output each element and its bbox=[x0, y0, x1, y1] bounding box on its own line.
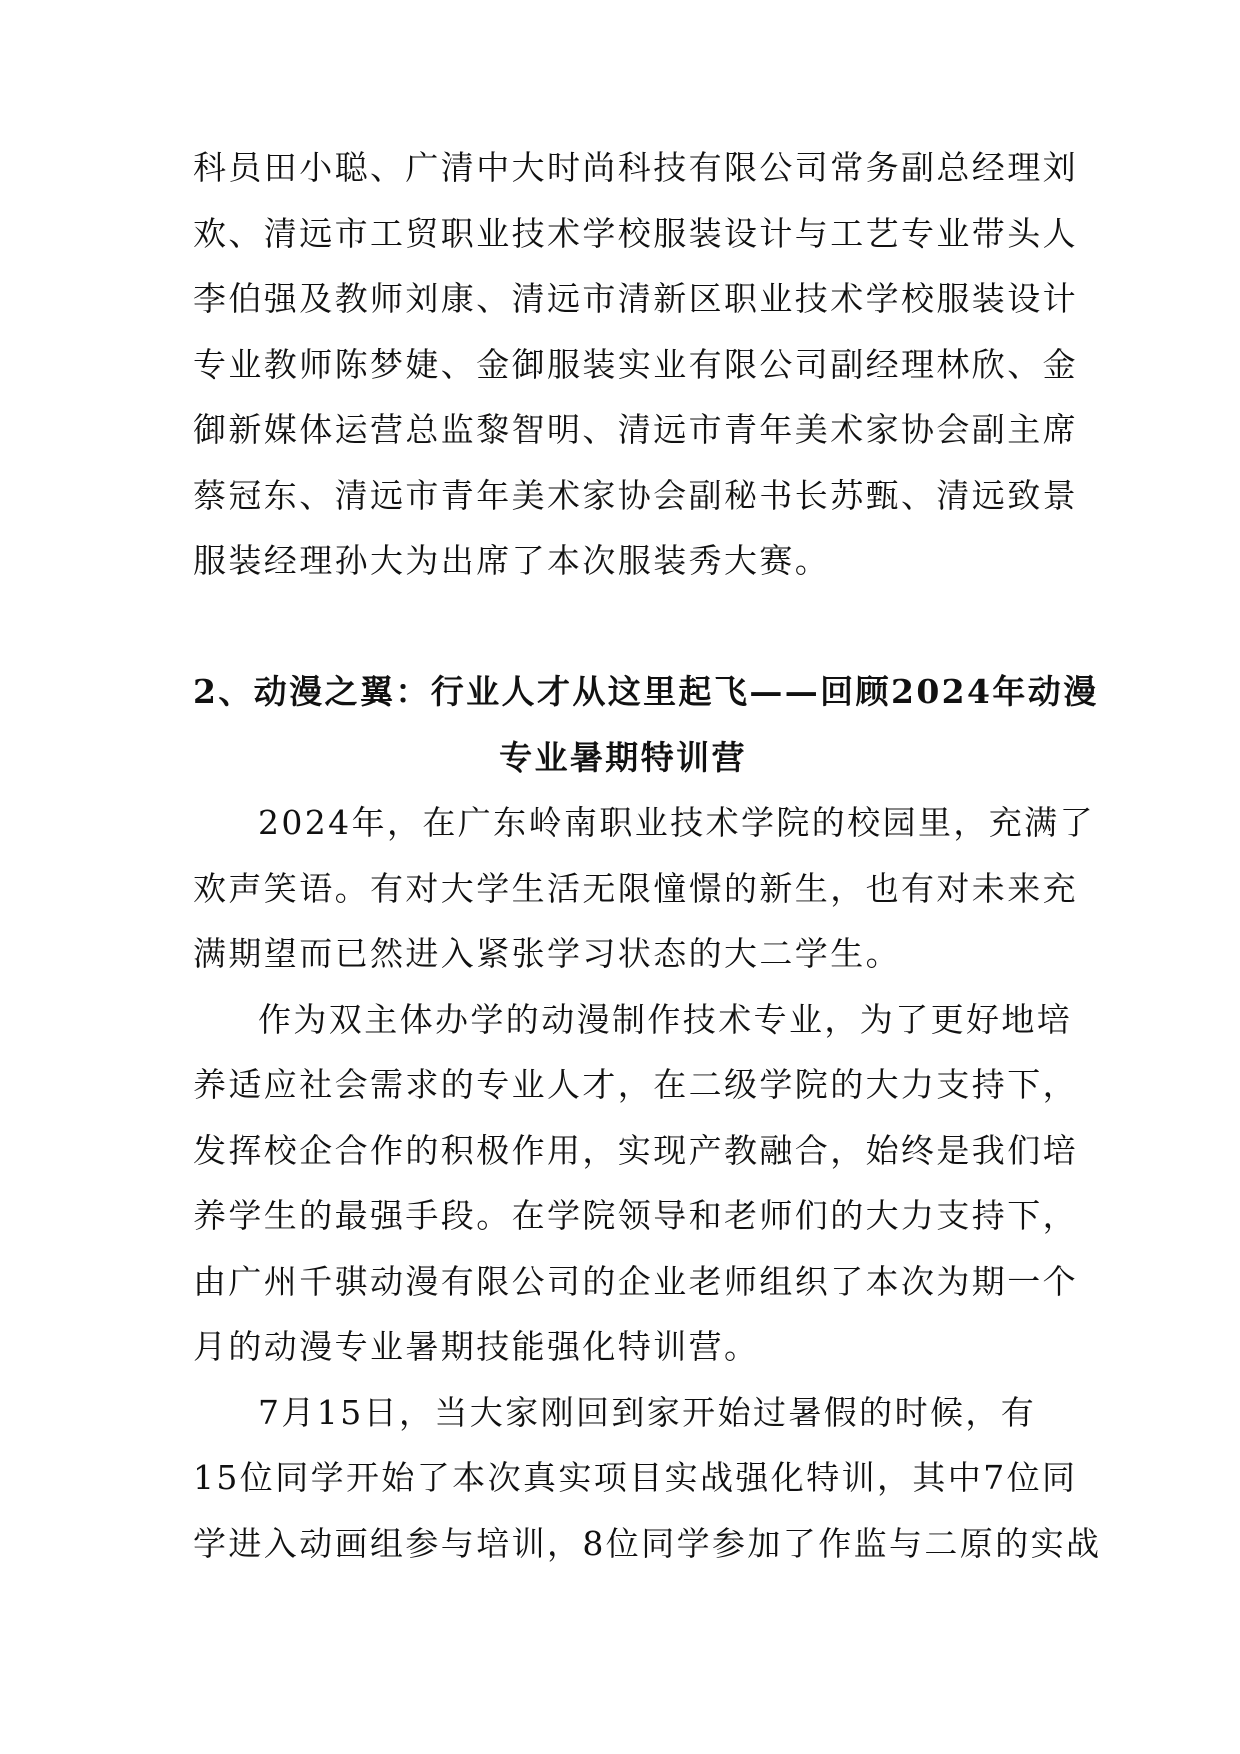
paragraph-line: 养适应社会需求的专业人才，在二级学院的大力支持下， bbox=[193, 1065, 1078, 1104]
paragraph-line: 满期望而已然进入紧张学习状态的大二学生。 bbox=[193, 934, 901, 973]
paragraph-line: 欢、清远市工贸职业技术学校服装设计与工艺专业带头人 bbox=[193, 214, 1078, 253]
paragraph-line: 由广州千骐动漫有限公司的企业老师组织了本次为期一个 bbox=[193, 1262, 1078, 1301]
paragraph-line: 15位同学开始了本次真实项目实战强化特训，其中7位同 bbox=[193, 1458, 1078, 1497]
section-heading-continued: 专业暑期特训营 bbox=[499, 738, 747, 777]
paragraph-line: 作为双主体办学的动漫制作技术专业，为了更好地培 bbox=[258, 1000, 1073, 1039]
paragraph-line: 服装经理孙大为出席了本次服装秀大赛。 bbox=[193, 541, 831, 580]
paragraph-line: 7月15日，当大家刚回到家开始过暑假的时候，有 bbox=[258, 1393, 1037, 1432]
paragraph-line: 御新媒体运营总监黎智明、清远市青年美术家协会副主席 bbox=[193, 410, 1078, 449]
paragraph-line: 欢声笑语。有对大学生活无限憧憬的新生，也有对未来充 bbox=[193, 869, 1078, 908]
paragraph-line: 蔡冠东、清远市青年美术家协会副秘书长苏甄、清远致景 bbox=[193, 476, 1078, 515]
paragraph-line: 李伯强及教师刘康、清远市清新区职业技术学校服装设计 bbox=[193, 279, 1078, 318]
paragraph-line: 发挥校企合作的积极作用，实现产教融合，始终是我们培 bbox=[193, 1131, 1078, 1170]
paragraph-line: 2024年，在广东岭南职业技术学院的校园里，充满了 bbox=[258, 803, 1095, 842]
section-heading: 2、动漫之翼：行业人才从这里起飞——回顾2024年动漫 bbox=[193, 672, 1099, 711]
paragraph-line: 科员田小聪、广清中大时尚科技有限公司常务副总经理刘 bbox=[193, 148, 1078, 187]
paragraph-line: 专业教师陈梦婕、金御服装实业有限公司副经理林欣、金 bbox=[193, 345, 1078, 384]
paragraph-line: 养学生的最强手段。在学院领导和老师们的大力支持下， bbox=[193, 1196, 1078, 1235]
paragraph-line: 月的动漫专业暑期技能强化特训营。 bbox=[193, 1327, 760, 1366]
paragraph-line: 学进入动画组参与培训，8位同学参加了作监与二原的实战 bbox=[193, 1524, 1102, 1563]
